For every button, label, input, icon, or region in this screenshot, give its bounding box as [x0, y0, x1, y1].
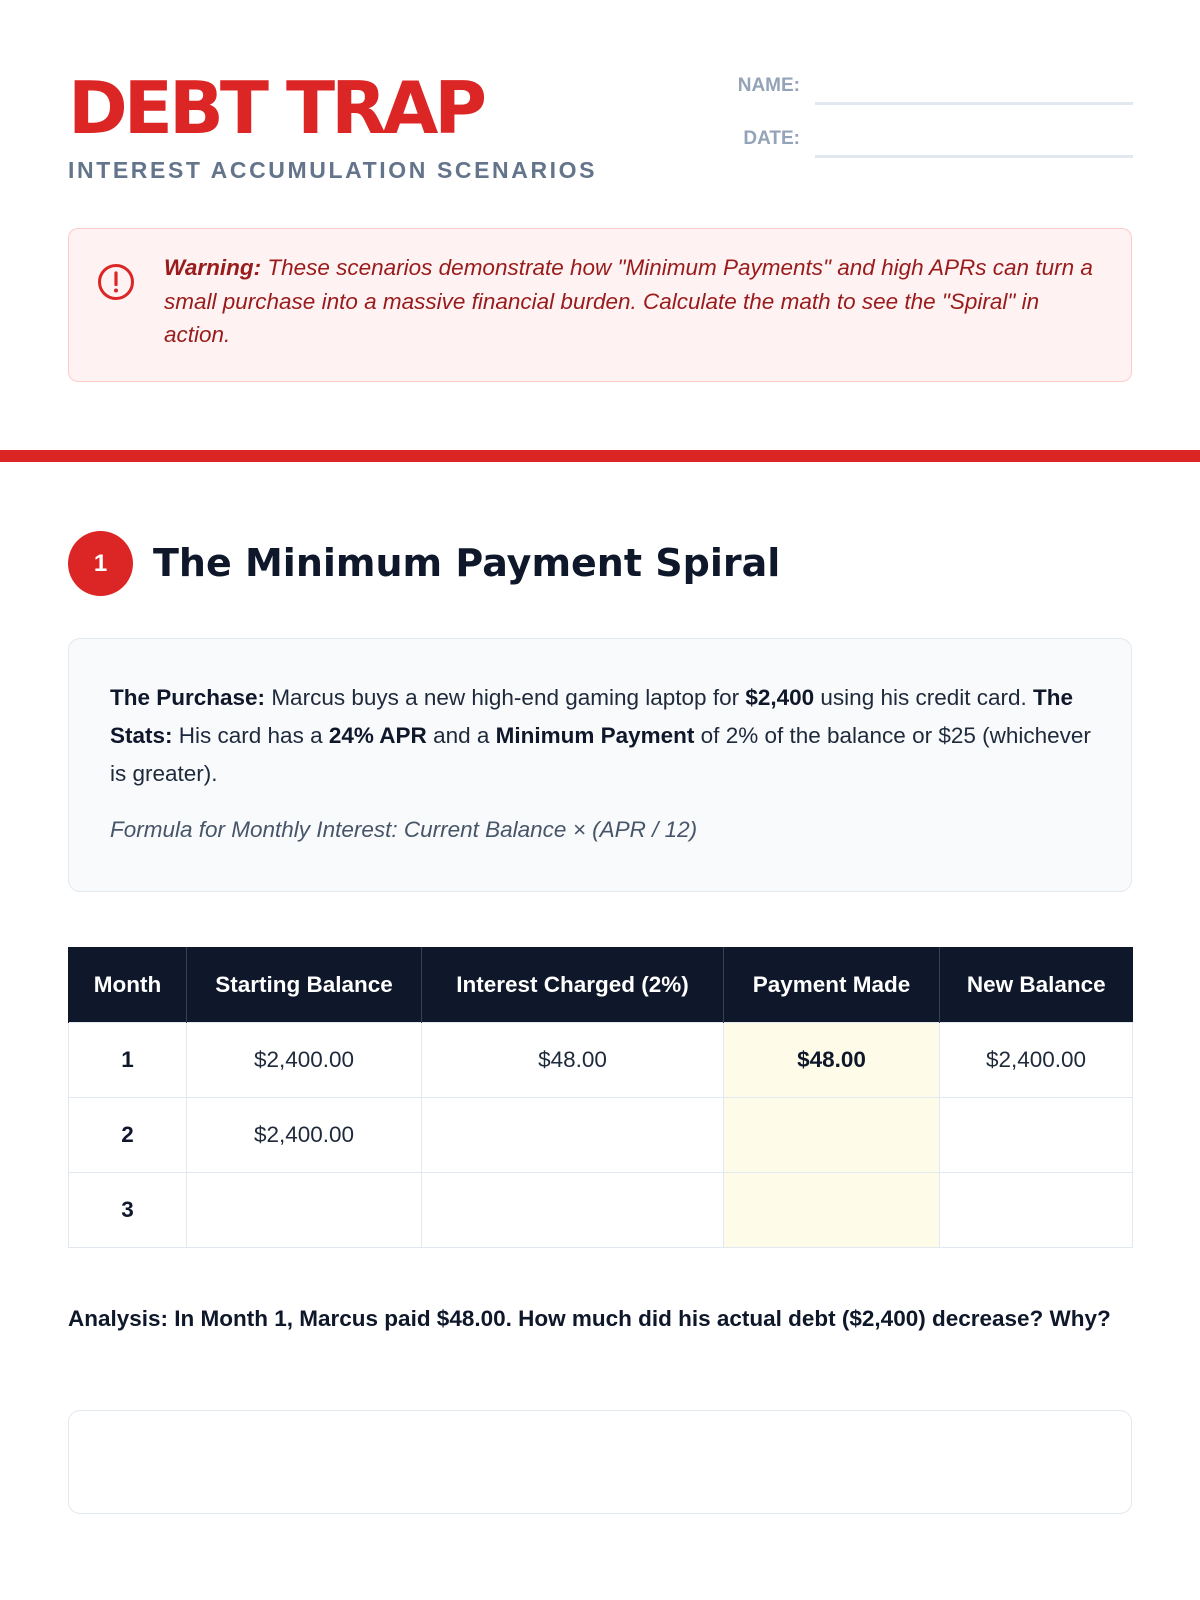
- cell-month: 2: [69, 1098, 187, 1173]
- warning-lead: Warning:: [164, 255, 262, 280]
- section-number-badge: 1: [68, 531, 133, 596]
- payment-table: [68, 947, 1133, 1248]
- header-starting-balance: Starting Balance: [187, 947, 422, 1023]
- cell-new-balance[interactable]: [940, 1098, 1133, 1173]
- min-payment-label: Minimum Payment: [495, 723, 695, 748]
- cell-payment-made[interactable]: [724, 1098, 940, 1173]
- cell-interest-charged[interactable]: [422, 1173, 724, 1248]
- purchase-text: using his credit card.: [814, 685, 1034, 710]
- cell-starting-balance[interactable]: $2,400.00: [187, 1023, 422, 1098]
- cell-new-balance[interactable]: $2,400.00: [940, 1023, 1133, 1098]
- interest-formula: Formula for Monthly Interest: Current Balance × (APR / 12): [110, 817, 698, 842]
- header-month: Month: [69, 947, 187, 1023]
- header-payment-made: Payment Made: [724, 947, 940, 1023]
- page-subtitle: INTEREST ACCUMULATION SCENARIOS: [68, 157, 598, 183]
- cell-month: 1: [69, 1023, 187, 1098]
- date-field[interactable]: [815, 155, 1133, 158]
- stats-text: and a: [426, 723, 496, 748]
- warning-text: [164, 251, 1104, 352]
- stats-text: His card has a: [172, 723, 329, 748]
- cell-payment-made[interactable]: [724, 1173, 940, 1248]
- analysis-question: Analysis: In Month 1, Marcus paid $48.00. How much did his actual debt ($2,400) decrease? Why?: [68, 1306, 1111, 1331]
- purchase-label: The Purchase:: [110, 685, 266, 710]
- section-title: The Minimum Payment Spiral: [153, 541, 781, 585]
- header-interest-charged: Interest Charged (2%): [422, 947, 724, 1023]
- cell-new-balance[interactable]: [940, 1173, 1133, 1248]
- table-row: [69, 1173, 1133, 1248]
- stats-text: of 2% of the balance or $25 (whichever is greater).: [110, 723, 1091, 786]
- cell-interest-charged[interactable]: $48.00: [422, 1023, 724, 1098]
- cell-interest-charged[interactable]: [422, 1098, 724, 1173]
- scenario-description: [110, 679, 1100, 793]
- analysis-answer-box[interactable]: [68, 1410, 1132, 1514]
- section-divider: [0, 450, 1200, 462]
- header-new-balance: New Balance: [940, 947, 1133, 1023]
- cell-starting-balance[interactable]: [187, 1173, 422, 1248]
- exclamation-circle-icon: [97, 263, 135, 301]
- stats-label: The Stats:: [110, 685, 1074, 748]
- table-row: [69, 1023, 1133, 1098]
- table-header-row: [69, 947, 1133, 1023]
- table-row: [69, 1098, 1133, 1173]
- cell-starting-balance[interactable]: $2,400.00: [187, 1098, 422, 1173]
- warning-body: These scenarios demonstrate how "Minimum Payments" and high APRs can turn a small purchase into a massive financial burden. Calculate the math to see the "Spiral" in action.: [164, 255, 1093, 347]
- apr-value: 24% APR: [328, 723, 427, 748]
- purchase-text: Marcus buys a new high-end gaming laptop for: [265, 685, 746, 710]
- cell-month: 3: [69, 1173, 187, 1248]
- name-field[interactable]: [815, 102, 1133, 105]
- warning-callout: [68, 228, 1132, 382]
- scenario-info-box: [68, 638, 1132, 892]
- name-label: NAME:: [737, 75, 800, 96]
- page-title: DEBT TRAP: [68, 66, 484, 150]
- cell-payment-made[interactable]: $48.00: [724, 1023, 940, 1098]
- purchase-amount: $2,400: [745, 685, 815, 710]
- date-label: DATE:: [743, 128, 800, 149]
